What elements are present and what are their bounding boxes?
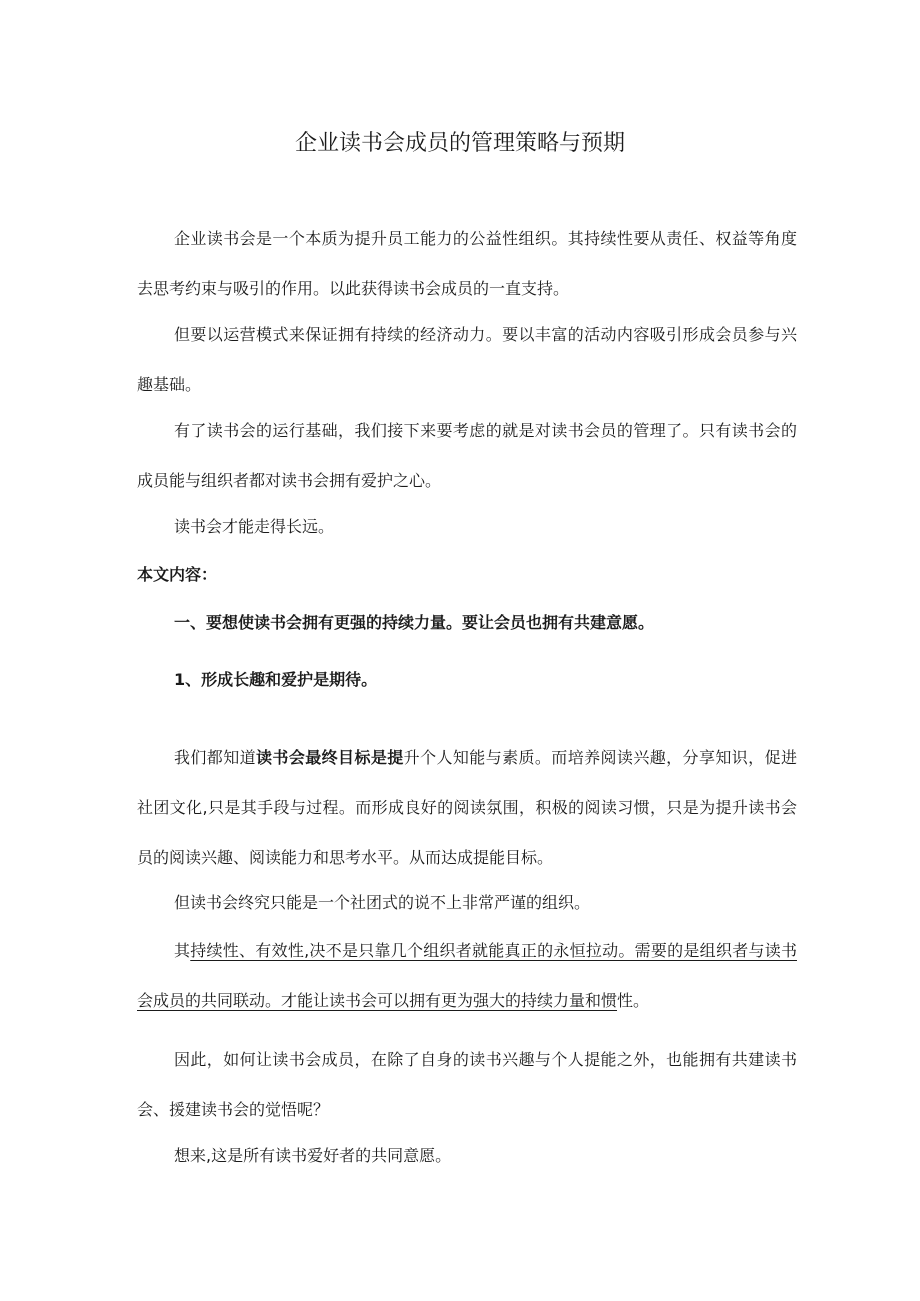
contents-label: 本文内容： <box>137 565 218 584</box>
body-paragraph-9: 想来,这是所有读书爱好者的共同意愿。 <box>174 1146 452 1165</box>
body-paragraph-7-underlined: 持续性、有效性,决不是只靠几个组织者就能真正的永恒拉动。需要的是组织者与读书会成员的共同联动。才能让读书会可以拥有更为强大的持续力量和惯 <box>137 941 797 1010</box>
body-paragraph-5-start: 我们都知道 <box>174 748 257 767</box>
body-paragraph-5-bold: 读书会最终目标是提 <box>256 748 404 767</box>
intro-paragraph-1: 企业读书会是一个本质为提升员工能力的公益性组织。其持续性要从责任、权益等角度去思考约束与吸引的作用。以此获得读书会成员的一直支持。 <box>137 229 797 298</box>
body-paragraph-7-end: 性。 <box>617 991 650 1010</box>
section-heading-1: 一、要想使读书会拥有更强的持续力量。要让会员也拥有共建意愿。 <box>174 613 655 632</box>
body-paragraph-5 <box>137 733 797 883</box>
body-paragraph-5-rest: 升个人知能与素质。而培养阅读兴趣，分享知识，促进社团文化,只是其手段与过程。而形成良好的阅读氛围，积极的阅读习惯，只是为提升读书会员的阅读兴趣、阅读能力和思考水平。从而达成提能目标。 <box>137 748 797 867</box>
intro-paragraph-2: 但要以运营模式来保证拥有持续的经济动力。要以丰富的活动内容吸引形成会员参与兴趣基础。 <box>137 325 797 394</box>
body-paragraph-7 <box>137 926 797 1026</box>
subsection-heading-1: 1、形成长趣和爱护是期待。 <box>174 670 378 689</box>
body-paragraph-7-start: 其 <box>174 941 191 960</box>
intro-paragraph-4: 读书会才能走得长远。 <box>174 517 335 536</box>
body-paragraph-6: 但读书会终究只能是一个社团式的说不上非常严谨的组织。 <box>174 893 591 912</box>
document-title: 企业读书会成员的管理策略与预期 <box>294 131 625 156</box>
body-paragraph-8: 因此，如何让读书会成员，在除了自身的读书兴趣与个人提能之外，也能拥有共建读书会、援建读书会的觉悟呢？ <box>137 1050 797 1119</box>
intro-paragraph-3: 有了读书会的运行基础，我们接下来要考虑的就是对读书会员的管理了。只有读书会的成员能与组织者都对读书会拥有爱护之心。 <box>137 421 797 490</box>
